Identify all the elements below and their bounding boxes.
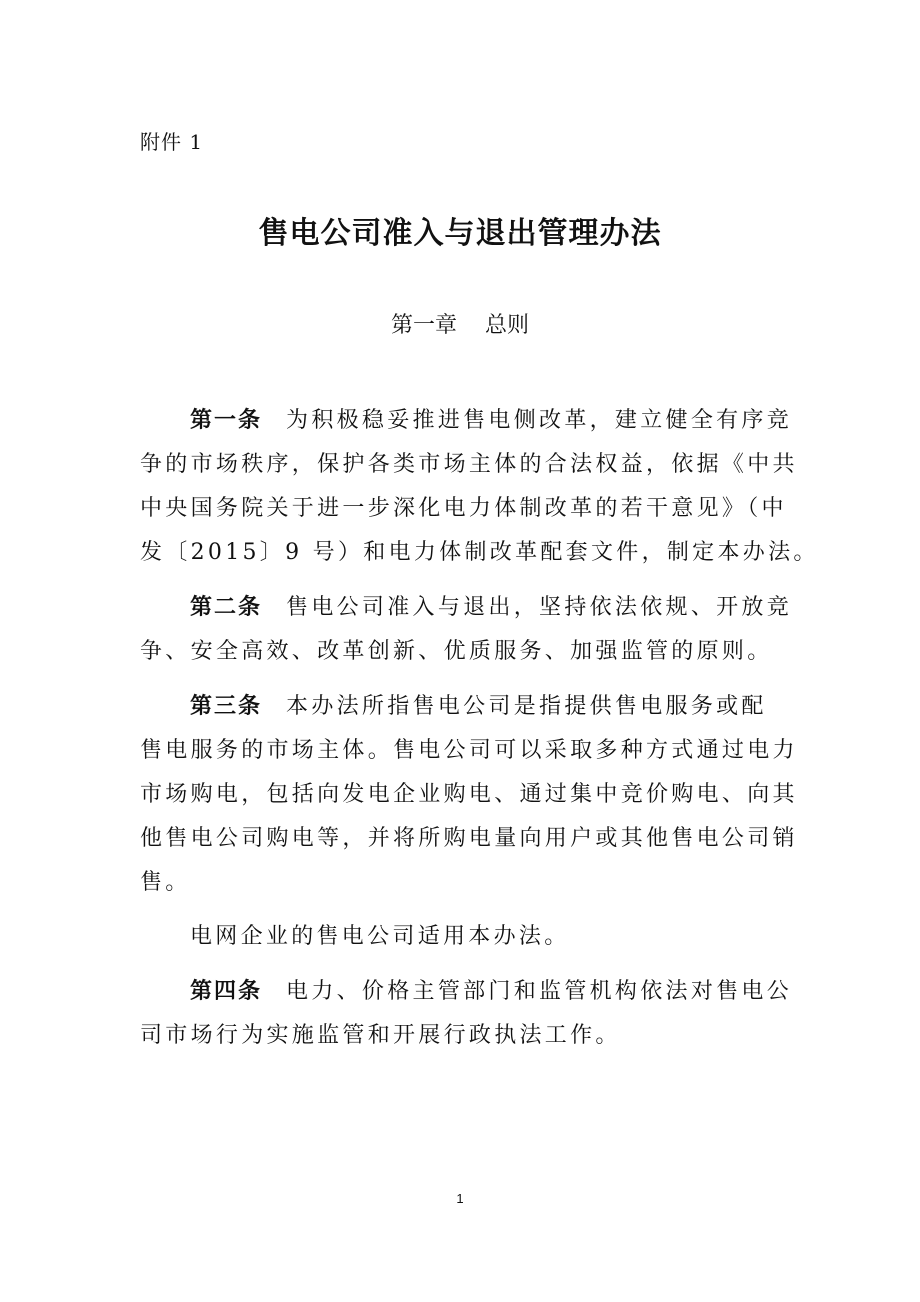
paragraph-line: 电网企业的售电公司适用本办法。 [190,924,570,949]
chapter-heading [0,309,920,343]
paragraph-line: 争、安全高效、改革创新、优质服务、加强监管的原则。 [140,639,773,664]
document-body [140,398,819,1068]
paragraph-line [140,969,793,1014]
article-2 [140,585,793,674]
article-3-supplement [140,915,780,959]
article-number: 第三条 [190,693,263,719]
paragraph-line: 争的市场秩序，保护各类市场主体的合法权益，依据《中共 [140,452,798,477]
paragraph-line: 司市场行为实施监管和开展行政执法工作。 [140,1023,621,1048]
line-text: 本办法所指售电公司是指提供售电服务或配 [286,694,767,719]
document-title: 售电公司准入与退出管理办法 [258,216,662,251]
chapter-name: 总则 [485,313,530,338]
paragraph-line [140,398,793,443]
line-text: 电力、价格主管部门和监管机构依法对售电公 [286,979,793,1004]
paragraph-line [140,585,793,630]
article-number: 第二条 [190,594,263,620]
paragraph-line [140,684,780,729]
paragraph-line: 售。 [140,870,191,895]
line-text: 售电公司准入与退出，坚持依法依规、开放竞 [286,595,793,620]
paragraph-line: 中央国务院关于进一步深化电力体制改革的若干意见》（中 [140,496,787,521]
paragraph-line: 他售电公司购电等，并将所购电量向用户或其他售电公司销 [140,826,798,851]
article-4 [140,969,793,1058]
article-number: 第一条 [190,407,263,433]
article-number: 第四条 [190,978,263,1004]
paragraph-line: 市场购电，包括向发电企业购电、通过集中竞价购电、向其 [140,782,798,807]
line-text: 为积极稳妥推进售电侧改革，建立健全有序竞 [286,408,793,433]
attachment-label: 附件 1 [140,130,204,154]
page-number: 1 [456,1191,464,1206]
paragraph-line: 发〔2015〕9 号）和电力体制改革配套文件，制定本办法。 [140,540,819,565]
chapter-number: 第一章 [390,313,457,338]
article-1 [140,398,819,575]
paragraph-line: 售电服务的市场主体。售电公司可以采取多种方式通过电力 [140,738,798,763]
article-3 [140,684,798,905]
